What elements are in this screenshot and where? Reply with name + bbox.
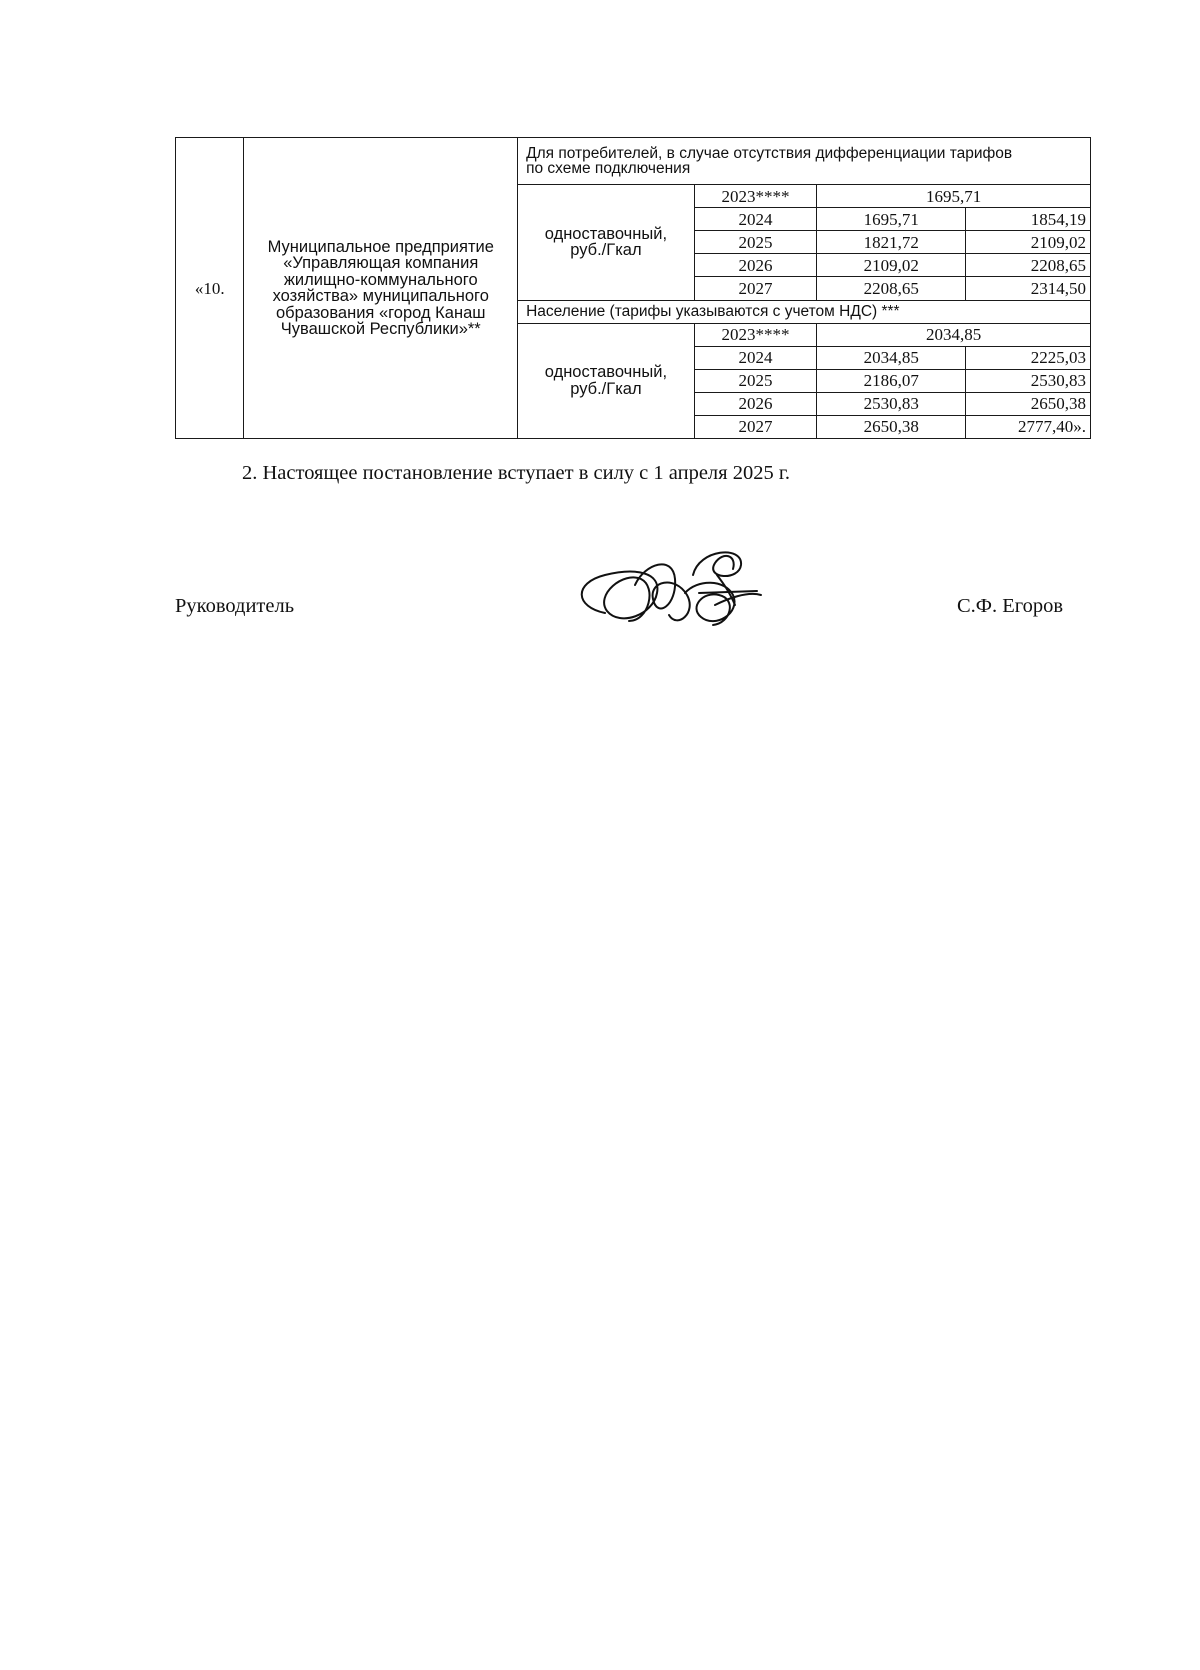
section1-header-line: Для потребителей, в случае отсутствия дифференциации тарифов xyxy=(526,144,1013,162)
value-cell: 2208,65 xyxy=(817,277,966,300)
signatory-role: Руководитель xyxy=(175,595,295,617)
year-cell: 2023**** xyxy=(694,323,817,346)
section2-header xyxy=(518,300,1091,323)
rate-type-line: одноставочный, xyxy=(544,363,668,382)
tariff-table xyxy=(175,137,1091,439)
handwritten-signature xyxy=(565,535,775,645)
value-cell: 2530,83 xyxy=(966,369,1091,392)
organization-line: жилищно-коммунального xyxy=(283,270,478,289)
value-cell: 2777,40». xyxy=(966,415,1091,438)
value-cell: 2109,02 xyxy=(966,231,1091,254)
effective-date-paragraph: 2. Настоящее постановление вступает в силу с 1 апреля 2025 г. xyxy=(242,462,791,484)
organization-line: «Управляющая компания xyxy=(283,254,479,272)
organization-line: образования «город Канаш xyxy=(276,303,486,322)
value-cell: 2314,50 xyxy=(966,277,1091,300)
year-cell: 2026 xyxy=(694,392,817,415)
value-cell: 2034,85 xyxy=(817,346,966,369)
year-cell: 2026 xyxy=(694,254,817,277)
value-cell: 2109,02 xyxy=(817,254,966,277)
value-cell: 2208,65 xyxy=(966,254,1091,277)
year-cell: 2025 xyxy=(694,231,817,254)
rate-type-line: одноставочный, xyxy=(544,224,668,243)
year-cell: 2024 xyxy=(694,208,817,231)
section2-header-line: Население (тарифы указываются с учетом НДС) *** xyxy=(526,302,900,320)
organization-line: хозяйства» муниципального xyxy=(272,287,489,305)
value-cell: 2530,83 xyxy=(817,392,966,415)
value-cell: 1854,19 xyxy=(966,208,1091,231)
year-cell: 2023**** xyxy=(694,185,817,208)
value-cell: 2034,85 xyxy=(817,323,1091,346)
organization-line: Муниципальное предприятие xyxy=(267,237,494,256)
rate-type-line: руб./Гкал xyxy=(570,379,642,398)
value-cell: 2186,07 xyxy=(817,369,966,392)
section1-header-line: по схеме подключения xyxy=(526,160,691,178)
section1-header xyxy=(518,138,1091,185)
year-cell: 2027 xyxy=(694,277,817,300)
value-cell: 1821,72 xyxy=(817,231,966,254)
value-cell: 1695,71 xyxy=(817,185,1091,208)
organization-line: Чувашской Республики»** xyxy=(280,320,481,338)
section2-rate-type xyxy=(518,323,695,438)
year-cell: 2025 xyxy=(694,369,817,392)
value-cell: 1695,71 xyxy=(817,208,966,231)
value-cell: 2225,03 xyxy=(966,346,1091,369)
year-cell: 2027 xyxy=(694,415,817,438)
section1-rate-type xyxy=(518,185,695,300)
value-cell: 2650,38 xyxy=(817,415,966,438)
signatory-name: С.Ф. Егоров xyxy=(957,595,1064,617)
year-cell: 2024 xyxy=(694,346,817,369)
rate-type-line: руб./Гкал xyxy=(570,241,642,260)
row-number-cell: «10. xyxy=(176,138,244,439)
organization-cell xyxy=(244,138,518,439)
value-cell: 2650,38 xyxy=(966,392,1091,415)
